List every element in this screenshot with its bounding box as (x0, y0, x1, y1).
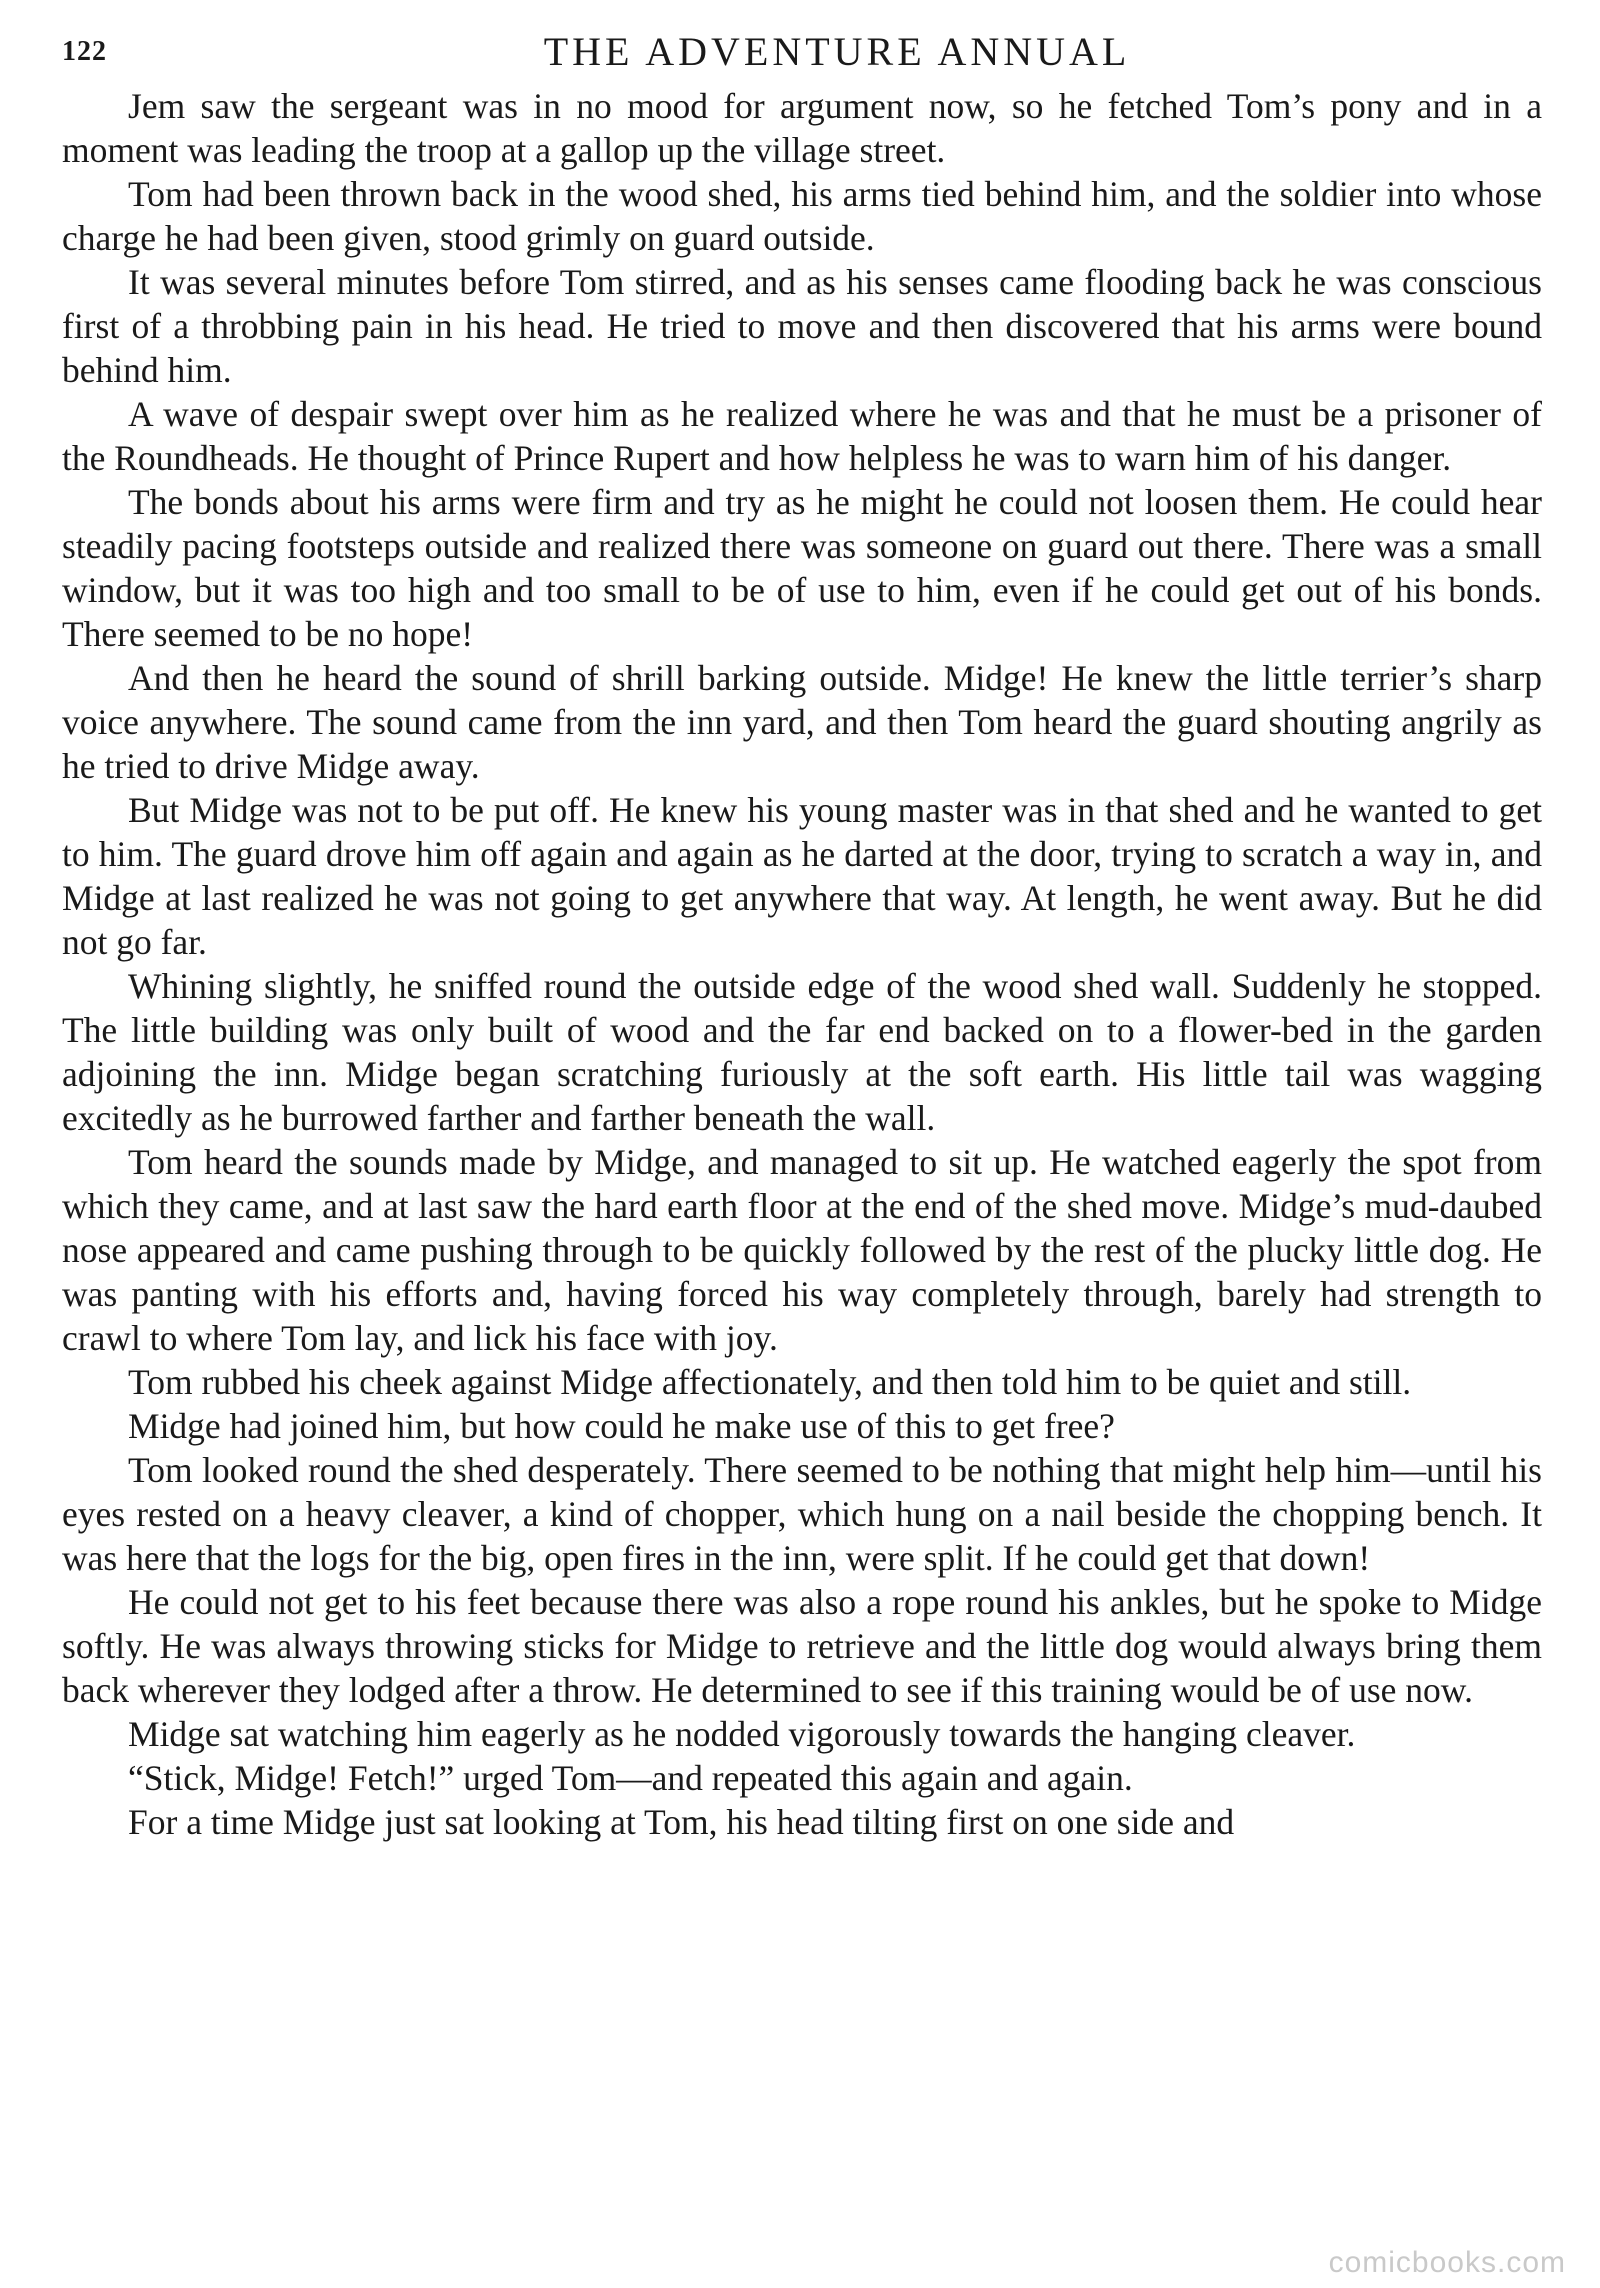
paragraph: But Midge was not to be put off. He knew his young master was in that shed and he wanted to get to him. The guard drove him off again and again as he darted at the door, trying to scratch a way in, and Midge at last realized he was not going to get anywhere that way. At length, he went away. But he did not go far. (62, 790, 1542, 962)
paragraph: Tom had been thrown back in the wood shed, his arms tied behind him, and the soldier into whose charge he had been given, stood grimly on guard outside. (62, 174, 1542, 258)
paragraph: Midge sat watching him eagerly as he nodded vigorously towards the hanging cleaver. (128, 1714, 1356, 1754)
paragraph: The bonds about his arms were firm and try as he might he could not loosen them. He could hear steadily pacing footsteps outside and realized there was someone on guard out there. There was a small window, but it was too high and too small to be of use to him, even if he could get out of his bonds. There seemed to be no hope! (62, 482, 1542, 654)
paragraph: And then he heard the sound of shrill barking outside. Midge! He knew the little terrier’s sharp voice anywhere. The sound came from the inn yard, and then Tom heard the guard shouting angrily as he tried to drive Midge away. (62, 658, 1542, 786)
paragraph: Tom looked round the shed desperately. There seemed to be nothing that might help him—until his eyes rested on a heavy cleaver, a kind of chopper, which hung on a nail beside the chopping bench. It was here that the logs for the big, open fires in the inn, were split. If he could get that down! (62, 1450, 1542, 1578)
paragraph: It was several minutes before Tom stirred, and as his senses came flooding back he was conscious first of a throbbing pain in his head. He tried to move and then discovered that his arms were bound behind him. (62, 262, 1542, 390)
book-page (62, 28, 1542, 1844)
watermark: comicbooks.com (1328, 2246, 1566, 2279)
paragraph: A wave of despair swept over him as he realized where he was and that he must be a prisoner of the Roundheads. He thought of Prince Rupert and how helpless he was to warn him of his danger. (62, 394, 1542, 478)
paragraph: Tom rubbed his cheek against Midge affectionately, and then told him to be quiet and still. (128, 1362, 1412, 1402)
running-title: THE ADVENTURE ANNUAL (543, 29, 1131, 74)
paragraph: “Stick, Midge! Fetch!” urged Tom—and repeated this again and again. (128, 1758, 1133, 1798)
paragraph: Midge had joined him, but how could he make use of this to get free? (128, 1406, 1115, 1446)
page-number: 122 (62, 36, 107, 67)
paragraph: Jem saw the sergeant was in no mood for argument now, so he fetched Tom’s pony and in a moment was leading the troop at a gallop up the village street. (62, 86, 1542, 170)
running-head (62, 28, 1542, 84)
paragraph: Whining slightly, he sniffed round the outside edge of the wood shed wall. Suddenly he stopped. The little building was only built of wood and the far end backed on to a flower-bed in the garden adjoining the inn. Midge began scratching furiously at the soft earth. His little tail was wagging excitedly as he burrowed farther and farther beneath the wall. (62, 966, 1542, 1138)
paragraph: He could not get to his feet because there was also a rope round his ankles, but he spoke to Midge softly. He was always throwing sticks for Midge to retrieve and the little dog would always bring them back wherever they lodged after a throw. He determined to see if this training would be of use now. (62, 1582, 1542, 1710)
paragraph: Tom heard the sounds made by Midge, and managed to sit up. He watched eagerly the spot from which they came, and at last saw the hard earth floor at the end of the shed move. Midge’s mud-daubed nose appeared and came pushing through to be quickly followed by the rest of the plucky little dog. He was panting with his efforts and, having forced his way completely through, barely had strength to crawl to where Tom lay, and lick his face with joy. (62, 1142, 1542, 1358)
body-text (62, 84, 1542, 1844)
paragraph: For a time Midge just sat looking at Tom, his head tilting first on one side and (128, 1802, 1235, 1842)
